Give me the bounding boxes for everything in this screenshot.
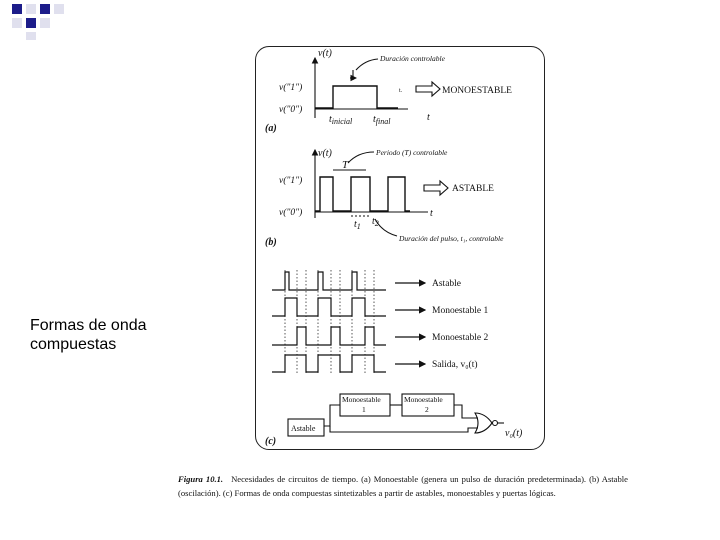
slide-text-line: compuestas [30, 336, 117, 353]
a-pulse [315, 86, 398, 108]
b-level-low: v("0") [279, 208, 303, 218]
a-level-high: v("1") [279, 83, 303, 93]
panel-c-circuit [288, 394, 504, 436]
a-annotation-leader [356, 59, 378, 70]
a-t-axis-label: t [427, 112, 430, 123]
b-t1: $t_1$ [354, 219, 361, 231]
a-output-label: MONOESTABLE [442, 86, 512, 96]
panel-b [315, 150, 448, 236]
b-annotation-bottom: Duración del pulso, t₁, controlable [399, 234, 504, 243]
wave-label-monoestable-2: Monoestable 2 [432, 333, 489, 343]
wave-astable [272, 272, 386, 290]
slide-text-line: Formas de onda [30, 317, 147, 334]
block-mono1-label-2: 1 [362, 405, 366, 414]
a-small-tick: t. [399, 88, 403, 94]
block-mono2-label-2: 2 [425, 405, 429, 414]
b-level-high: v("1") [279, 176, 303, 186]
wave-monoestable-1 [272, 298, 386, 316]
caption-body: Necesidades de circuitos de tiempo. (a) Monoestable (genera un pulso de duración predeterminada). (b) Astable (oscilación). (c) Formas de onda compuestas sintetizables a partir de astables, monoestables y puertas lógicas. [178, 474, 628, 498]
block-mono2-label-1: Monoestable [404, 395, 443, 404]
figure-caption [178, 472, 628, 500]
logic-gate [475, 413, 492, 433]
b-period-symbol: T [342, 159, 349, 171]
block-mono1-label-1: Monoestable [342, 395, 381, 404]
wave-salida [272, 355, 386, 372]
circuit-output-label: v₀(t) [505, 428, 523, 439]
wire [454, 405, 478, 418]
wave-label-monoestable-1: Monoestable 1 [432, 306, 489, 316]
b-annotation-top: Periodo (T) controlable [376, 148, 448, 157]
a-level-low: v("0") [279, 105, 303, 115]
panel-c-waves [272, 270, 425, 375]
caption-head: Figura 10.1. [178, 474, 224, 484]
block-astable-label: Astable [291, 424, 316, 433]
b-output-arrow [424, 181, 448, 195]
a-output-arrow [416, 82, 440, 96]
wave-label-salida: Salida, v₀(t) [432, 360, 478, 370]
gate-bubble [493, 421, 498, 426]
b-t-axis-label: t [430, 208, 433, 219]
a-annotation: Duración controlable [380, 54, 445, 63]
b-output-label: ASTABLE [452, 184, 494, 194]
wave-label-astable: Astable [432, 279, 462, 289]
a-t-end: $t_{final}$ [373, 114, 391, 126]
b-y-label: v(t) [318, 148, 332, 159]
a-t-start: $t_{inicial}$ [329, 114, 353, 126]
wire [330, 426, 478, 432]
panel-a [315, 58, 440, 118]
wave-monoestable-2 [272, 327, 386, 345]
b-t2: $t_2$ [372, 216, 379, 228]
b-panel-label: (b) [265, 237, 277, 248]
a-panel-label: (a) [265, 123, 277, 134]
wire [324, 405, 340, 426]
b-square-wave [315, 177, 410, 211]
a-y-label: v(t) [318, 48, 332, 59]
b-annotation-top-leader [348, 152, 374, 163]
c-panel-label: (c) [265, 436, 277, 447]
